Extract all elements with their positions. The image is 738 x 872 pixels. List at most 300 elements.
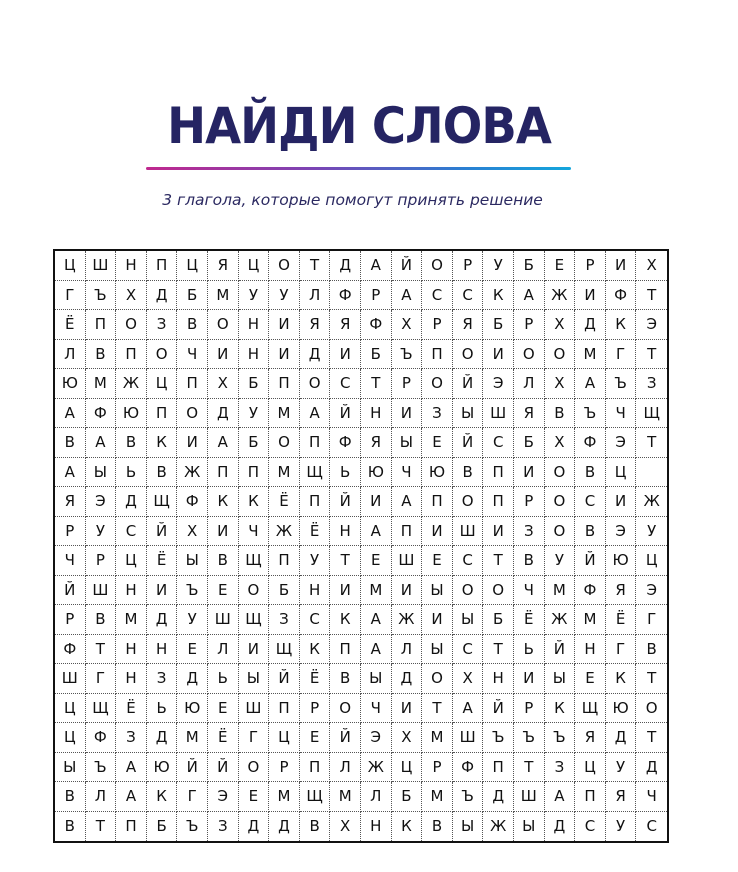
grid-cell[interactable]: Е: [422, 546, 453, 576]
grid-cell[interactable]: Х: [116, 281, 147, 311]
grid-cell[interactable]: П: [422, 340, 453, 370]
grid-cell[interactable]: К: [483, 281, 514, 311]
grid-cell[interactable]: Й: [453, 428, 484, 458]
grid-cell[interactable]: З: [147, 664, 178, 694]
grid-cell[interactable]: Щ: [239, 546, 270, 576]
grid-cell[interactable]: О: [545, 458, 576, 488]
grid-cell[interactable]: Б: [177, 281, 208, 311]
grid-cell[interactable]: Ж: [545, 281, 576, 311]
grid-cell[interactable]: О: [422, 369, 453, 399]
grid-cell[interactable]: Т: [636, 664, 667, 694]
grid-cell[interactable]: Б: [239, 369, 270, 399]
grid-cell[interactable]: Н: [330, 517, 361, 547]
grid-cell[interactable]: Ш: [453, 517, 484, 547]
grid-cell[interactable]: Ь: [330, 458, 361, 488]
grid-cell[interactable]: Ё: [147, 546, 178, 576]
grid-cell[interactable]: Щ: [575, 694, 606, 724]
grid-cell[interactable]: Ч: [514, 576, 545, 606]
grid-cell[interactable]: П: [269, 546, 300, 576]
grid-cell[interactable]: Ъ: [86, 753, 117, 783]
grid-cell[interactable]: В: [453, 458, 484, 488]
grid-cell[interactable]: Р: [55, 605, 86, 635]
grid-cell[interactable]: Ч: [606, 399, 637, 429]
grid-cell[interactable]: А: [55, 458, 86, 488]
grid-cell[interactable]: Б: [514, 251, 545, 281]
grid-cell[interactable]: Ц: [55, 694, 86, 724]
grid-cell[interactable]: Г: [606, 635, 637, 665]
grid-cell[interactable]: И: [361, 487, 392, 517]
grid-cell[interactable]: Ч: [392, 458, 423, 488]
grid-cell[interactable]: П: [330, 635, 361, 665]
grid-cell[interactable]: К: [545, 694, 576, 724]
grid-cell[interactable]: И: [147, 576, 178, 606]
grid-cell[interactable]: Т: [636, 281, 667, 311]
grid-cell[interactable]: М: [575, 605, 606, 635]
grid-cell[interactable]: С: [646, 817, 657, 836]
grid-cell[interactable]: Э: [361, 723, 392, 753]
grid-cell[interactable]: Ц: [55, 723, 86, 753]
grid-cell[interactable]: Р: [300, 694, 331, 724]
grid-cell[interactable]: Р: [453, 251, 484, 281]
grid-cell[interactable]: Т: [300, 251, 331, 281]
grid-cell[interactable]: М: [545, 576, 576, 606]
grid-cell[interactable]: М: [361, 576, 392, 606]
grid-cell[interactable]: В: [636, 635, 667, 665]
grid-cell[interactable]: О: [208, 310, 239, 340]
grid-cell[interactable]: Т: [483, 635, 514, 665]
grid-cell[interactable]: О: [422, 251, 453, 281]
grid-cell[interactable]: Ы: [177, 546, 208, 576]
grid-cell[interactable]: В: [300, 812, 331, 842]
grid-cell[interactable]: Й: [545, 635, 576, 665]
grid-cell[interactable]: Ъ: [392, 340, 423, 370]
grid-cell[interactable]: Ъ: [177, 576, 208, 606]
grid-cell[interactable]: Е: [300, 723, 331, 753]
grid-cell[interactable]: О: [116, 310, 147, 340]
grid-cell[interactable]: Е: [208, 576, 239, 606]
grid-cell[interactable]: Ъ: [483, 723, 514, 753]
grid-cell[interactable]: Б: [483, 310, 514, 340]
grid-cell[interactable]: Д: [147, 281, 178, 311]
grid-cell[interactable]: Р: [361, 281, 392, 311]
grid-cell[interactable]: И: [269, 310, 300, 340]
grid-cell[interactable]: У: [300, 546, 331, 576]
grid-cell[interactable]: В: [330, 664, 361, 694]
grid-cell[interactable]: Е: [177, 635, 208, 665]
grid-cell[interactable]: Ё: [300, 517, 331, 547]
grid-cell[interactable]: Р: [55, 517, 86, 547]
grid-cell[interactable]: Д: [636, 753, 667, 783]
grid-cell[interactable]: У: [636, 517, 667, 547]
grid-cell[interactable]: Ё: [208, 723, 239, 753]
grid-cell[interactable]: Ё: [300, 664, 331, 694]
grid-cell[interactable]: Ю: [606, 546, 637, 576]
grid-cell[interactable]: Е: [239, 782, 270, 812]
grid-cell[interactable]: Д: [147, 605, 178, 635]
grid-cell[interactable]: К: [392, 812, 423, 842]
grid-cell[interactable]: Д: [239, 812, 270, 842]
grid-cell[interactable]: Н: [147, 635, 178, 665]
grid-cell[interactable]: И: [330, 576, 361, 606]
grid-cell[interactable]: Т: [86, 635, 117, 665]
grid-cell[interactable]: Ш: [86, 576, 117, 606]
grid-cell[interactable]: Э: [636, 576, 667, 606]
grid-cell[interactable]: Э: [208, 782, 239, 812]
grid-cell[interactable]: И: [422, 605, 453, 635]
grid-cell[interactable]: М: [269, 782, 300, 812]
grid-cell[interactable]: Ф: [330, 281, 361, 311]
grid-cell[interactable]: Й: [55, 576, 86, 606]
grid-cell[interactable]: П: [177, 369, 208, 399]
grid-cell[interactable]: Р: [422, 753, 453, 783]
grid-cell[interactable]: Б: [269, 576, 300, 606]
grid-cell[interactable]: Ы: [55, 753, 86, 783]
grid-cell[interactable]: Ю: [361, 458, 392, 488]
grid-cell[interactable]: Ь: [208, 664, 239, 694]
grid-cell[interactable]: Л: [514, 369, 545, 399]
grid-cell[interactable]: Ф: [361, 310, 392, 340]
grid-cell[interactable]: Я: [55, 487, 86, 517]
grid-cell[interactable]: В: [55, 428, 86, 458]
grid-cell[interactable]: Д: [269, 812, 300, 842]
grid-cell[interactable]: Г: [177, 782, 208, 812]
grid-cell[interactable]: Ы: [453, 399, 484, 429]
grid-cell[interactable]: Ь: [116, 458, 147, 488]
grid-cell[interactable]: Щ: [147, 487, 178, 517]
grid-cell[interactable]: Т: [636, 428, 667, 458]
grid-cell[interactable]: Щ: [300, 782, 331, 812]
grid-cell[interactable]: Г: [239, 723, 270, 753]
grid-cell[interactable]: Т: [422, 694, 453, 724]
grid-cell[interactable]: У: [239, 399, 270, 429]
grid-cell[interactable]: Т: [86, 812, 117, 842]
grid-cell[interactable]: Л: [330, 753, 361, 783]
grid-cell[interactable]: Я: [361, 428, 392, 458]
grid-cell[interactable]: Х: [392, 723, 423, 753]
grid-cell[interactable]: Ф: [330, 428, 361, 458]
grid-cell[interactable]: О: [545, 517, 576, 547]
grid-cell[interactable]: Ы: [422, 635, 453, 665]
grid-cell[interactable]: О: [514, 340, 545, 370]
grid-cell[interactable]: Р: [514, 694, 545, 724]
grid-cell[interactable]: [636, 458, 667, 488]
grid-cell[interactable]: М: [330, 782, 361, 812]
grid-cell[interactable]: П: [483, 487, 514, 517]
grid-cell[interactable]: Ф: [606, 281, 637, 311]
grid-cell[interactable]: И: [514, 664, 545, 694]
grid-cell[interactable]: Ъ: [575, 399, 606, 429]
grid-cell[interactable]: Ш: [239, 694, 270, 724]
grid-cell[interactable]: Э: [483, 369, 514, 399]
grid-cell[interactable]: Д: [392, 664, 423, 694]
grid-cell[interactable]: Б: [392, 782, 423, 812]
grid-cell[interactable]: В: [177, 310, 208, 340]
grid-cell[interactable]: Х: [453, 664, 484, 694]
grid-cell[interactable]: Д: [300, 340, 331, 370]
grid-cell[interactable]: Ц: [116, 546, 147, 576]
grid-cell[interactable]: Й: [269, 664, 300, 694]
grid-cell[interactable]: П: [575, 782, 606, 812]
grid-cell[interactable]: Я: [514, 399, 545, 429]
grid-cell[interactable]: Ё: [606, 605, 637, 635]
grid-cell[interactable]: Ё: [116, 694, 147, 724]
grid-cell[interactable]: П: [269, 694, 300, 724]
grid-cell[interactable]: С: [330, 369, 361, 399]
grid-cell[interactable]: Ф: [86, 399, 117, 429]
grid-cell[interactable]: К: [147, 428, 178, 458]
grid-cell[interactable]: Ф: [177, 487, 208, 517]
grid-cell[interactable]: П: [239, 458, 270, 488]
grid-cell[interactable]: Ц: [636, 546, 667, 576]
grid-cell[interactable]: О: [545, 340, 576, 370]
grid-cell[interactable]: Ш: [55, 664, 86, 694]
grid-cell[interactable]: Н: [575, 635, 606, 665]
grid-cell[interactable]: И: [483, 517, 514, 547]
grid-cell[interactable]: В: [55, 812, 86, 842]
grid-cell[interactable]: Н: [116, 251, 147, 281]
grid-cell[interactable]: Ъ: [514, 723, 545, 753]
grid-cell[interactable]: Б: [239, 428, 270, 458]
grid-cell[interactable]: И: [392, 576, 423, 606]
grid-cell[interactable]: З: [269, 605, 300, 635]
grid-cell[interactable]: Р: [422, 310, 453, 340]
grid-cell[interactable]: Ы: [86, 458, 117, 488]
grid-cell[interactable]: В: [55, 782, 86, 812]
grid-cell[interactable]: Ы: [545, 664, 576, 694]
grid-cell[interactable]: В: [422, 812, 453, 842]
grid-cell[interactable]: О: [483, 576, 514, 606]
grid-cell[interactable]: К: [208, 487, 239, 517]
grid-cell[interactable]: С: [453, 635, 484, 665]
grid-cell[interactable]: С: [575, 487, 606, 517]
grid-cell[interactable]: М: [177, 723, 208, 753]
grid-cell[interactable]: Т: [636, 340, 667, 370]
grid-cell[interactable]: Л: [361, 782, 392, 812]
grid-cell[interactable]: Ч: [55, 546, 86, 576]
grid-cell[interactable]: Е: [208, 694, 239, 724]
grid-cell[interactable]: Щ: [86, 694, 117, 724]
grid-cell[interactable]: В: [86, 340, 117, 370]
grid-cell[interactable]: Р: [514, 487, 545, 517]
grid-cell[interactable]: Л: [208, 635, 239, 665]
grid-cell[interactable]: Н: [116, 635, 147, 665]
grid-cell[interactable]: Ж: [361, 753, 392, 783]
grid-cell[interactable]: А: [392, 487, 423, 517]
grid-cell[interactable]: Т: [330, 546, 361, 576]
grid-cell[interactable]: Ж: [545, 605, 576, 635]
grid-cell[interactable]: П: [269, 369, 300, 399]
grid-cell[interactable]: Ю: [606, 694, 637, 724]
grid-cell[interactable]: Х: [330, 812, 361, 842]
grid-cell[interactable]: Ж: [269, 517, 300, 547]
grid-cell[interactable]: Д: [606, 723, 637, 753]
grid-cell[interactable]: Ш: [453, 723, 484, 753]
grid-cell[interactable]: У: [545, 546, 576, 576]
grid-cell[interactable]: Х: [208, 369, 239, 399]
grid-cell[interactable]: Й: [208, 753, 239, 783]
grid-cell[interactable]: Ф: [575, 428, 606, 458]
grid-cell[interactable]: В: [545, 399, 576, 429]
grid-cell[interactable]: О: [545, 487, 576, 517]
grid-cell[interactable]: Н: [300, 576, 331, 606]
grid-cell[interactable]: И: [269, 340, 300, 370]
grid-cell[interactable]: Ъ: [606, 369, 637, 399]
grid-cell[interactable]: П: [483, 458, 514, 488]
grid-cell[interactable]: Б: [361, 340, 392, 370]
grid-cell[interactable]: Э: [86, 487, 117, 517]
grid-cell[interactable]: Ш: [514, 782, 545, 812]
grid-cell[interactable]: Ю: [55, 369, 86, 399]
grid-cell[interactable]: И: [483, 340, 514, 370]
grid-cell[interactable]: Е: [422, 428, 453, 458]
grid-cell[interactable]: Н: [361, 399, 392, 429]
grid-cell[interactable]: Д: [177, 664, 208, 694]
grid-cell[interactable]: О: [422, 664, 453, 694]
grid-cell[interactable]: Ж: [177, 458, 208, 488]
grid-cell[interactable]: Ж: [483, 812, 514, 842]
grid-cell[interactable]: У: [606, 753, 637, 783]
grid-cell[interactable]: Ё: [269, 487, 300, 517]
grid-cell[interactable]: Д: [545, 812, 576, 842]
grid-cell[interactable]: К: [606, 664, 637, 694]
grid-cell[interactable]: Э: [606, 517, 637, 547]
grid-cell[interactable]: Й: [392, 251, 423, 281]
grid-cell[interactable]: Д: [483, 782, 514, 812]
grid-cell[interactable]: Т: [361, 369, 392, 399]
grid-cell[interactable]: С: [300, 605, 331, 635]
grid-cell[interactable]: Е: [545, 251, 576, 281]
grid-cell[interactable]: П: [300, 428, 331, 458]
grid-cell[interactable]: С: [453, 546, 484, 576]
grid-cell[interactable]: Щ: [636, 399, 667, 429]
grid-cell[interactable]: Д: [575, 310, 606, 340]
grid-cell[interactable]: П: [300, 753, 331, 783]
grid-cell[interactable]: Я: [606, 782, 637, 812]
grid-cell[interactable]: О: [269, 428, 300, 458]
grid-cell[interactable]: И: [514, 458, 545, 488]
grid-cell[interactable]: Ю: [422, 458, 453, 488]
grid-cell[interactable]: Я: [330, 310, 361, 340]
grid-cell[interactable]: Й: [330, 723, 361, 753]
grid-cell[interactable]: Ц: [575, 753, 606, 783]
grid-cell[interactable]: Ъ: [177, 812, 208, 842]
grid-cell[interactable]: Ш: [86, 251, 117, 281]
grid-cell[interactable]: Ы: [392, 428, 423, 458]
grid-cell[interactable]: Л: [300, 281, 331, 311]
grid-cell[interactable]: Ь: [514, 635, 545, 665]
grid-cell[interactable]: З: [422, 399, 453, 429]
grid-cell[interactable]: Й: [330, 399, 361, 429]
grid-cell[interactable]: Ц: [239, 251, 270, 281]
grid-cell[interactable]: И: [422, 517, 453, 547]
grid-cell[interactable]: Х: [545, 428, 576, 458]
grid-cell[interactable]: Р: [86, 546, 117, 576]
grid-cell[interactable]: Т: [636, 723, 667, 753]
grid-cell[interactable]: К: [147, 782, 178, 812]
grid-cell[interactable]: В: [514, 546, 545, 576]
grid-cell[interactable]: Ч: [177, 340, 208, 370]
grid-cell[interactable]: Ё: [55, 310, 86, 340]
grid-cell[interactable]: Л: [86, 782, 117, 812]
grid-cell[interactable]: К: [606, 310, 637, 340]
grid-cell[interactable]: З: [147, 310, 178, 340]
grid-cell[interactable]: А: [208, 428, 239, 458]
grid-cell[interactable]: Х: [392, 310, 423, 340]
grid-cell[interactable]: Г: [55, 281, 86, 311]
grid-cell[interactable]: И: [606, 487, 637, 517]
grid-cell[interactable]: Ч: [636, 782, 667, 812]
grid-cell[interactable]: Н: [361, 812, 392, 842]
grid-cell[interactable]: Ц: [606, 458, 637, 488]
grid-cell[interactable]: Х: [636, 251, 667, 281]
grid-cell[interactable]: И: [208, 517, 239, 547]
grid-cell[interactable]: Ы: [514, 812, 545, 842]
grid-cell[interactable]: У: [269, 281, 300, 311]
grid-cell[interactable]: М: [116, 605, 147, 635]
grid-cell[interactable]: Р: [575, 251, 606, 281]
grid-cell[interactable]: П: [116, 340, 147, 370]
grid-cell[interactable]: М: [86, 369, 117, 399]
grid-cell[interactable]: Ц: [392, 753, 423, 783]
grid-cell[interactable]: Н: [483, 664, 514, 694]
grid-cell[interactable]: Р: [392, 369, 423, 399]
grid-cell[interactable]: С: [422, 281, 453, 311]
grid-cell[interactable]: Н: [116, 664, 147, 694]
grid-cell[interactable]: О: [330, 694, 361, 724]
grid-cell[interactable]: А: [575, 369, 606, 399]
grid-cell[interactable]: О: [177, 399, 208, 429]
grid-cell[interactable]: Ъ: [86, 281, 117, 311]
grid-cell[interactable]: А: [116, 753, 147, 783]
grid-cell[interactable]: Ф: [86, 723, 117, 753]
grid-cell[interactable]: З: [116, 723, 147, 753]
grid-cell[interactable]: Ы: [422, 576, 453, 606]
grid-cell[interactable]: П: [483, 753, 514, 783]
grid-cell[interactable]: Ё: [514, 605, 545, 635]
grid-cell[interactable]: С: [453, 281, 484, 311]
grid-cell[interactable]: Х: [545, 310, 576, 340]
grid-cell[interactable]: М: [208, 281, 239, 311]
grid-cell[interactable]: Г: [86, 664, 117, 694]
grid-cell[interactable]: М: [269, 458, 300, 488]
grid-cell[interactable]: И: [239, 635, 270, 665]
grid-cell[interactable]: Р: [269, 753, 300, 783]
grid-cell[interactable]: Д: [147, 723, 178, 753]
grid-cell[interactable]: О: [453, 487, 484, 517]
grid-cell[interactable]: О: [636, 694, 667, 724]
grid-cell[interactable]: О: [239, 753, 270, 783]
grid-cell[interactable]: Д: [116, 487, 147, 517]
grid-cell[interactable]: М: [575, 340, 606, 370]
grid-cell[interactable]: А: [361, 251, 392, 281]
grid-cell[interactable]: А: [545, 782, 576, 812]
grid-cell[interactable]: Ж: [116, 369, 147, 399]
grid-cell[interactable]: С: [575, 812, 606, 842]
grid-cell[interactable]: Й: [453, 369, 484, 399]
grid-cell[interactable]: Я: [453, 310, 484, 340]
grid-cell[interactable]: П: [116, 812, 147, 842]
grid-cell[interactable]: Д: [330, 251, 361, 281]
grid-cell[interactable]: Ы: [453, 812, 484, 842]
grid-cell[interactable]: А: [300, 399, 331, 429]
grid-cell[interactable]: Х: [177, 517, 208, 547]
grid-cell[interactable]: Ю: [177, 694, 208, 724]
grid-cell[interactable]: К: [300, 635, 331, 665]
grid-cell[interactable]: З: [514, 517, 545, 547]
grid-cell[interactable]: А: [86, 428, 117, 458]
grid-cell[interactable]: Ц: [269, 723, 300, 753]
grid-cell[interactable]: М: [422, 723, 453, 753]
